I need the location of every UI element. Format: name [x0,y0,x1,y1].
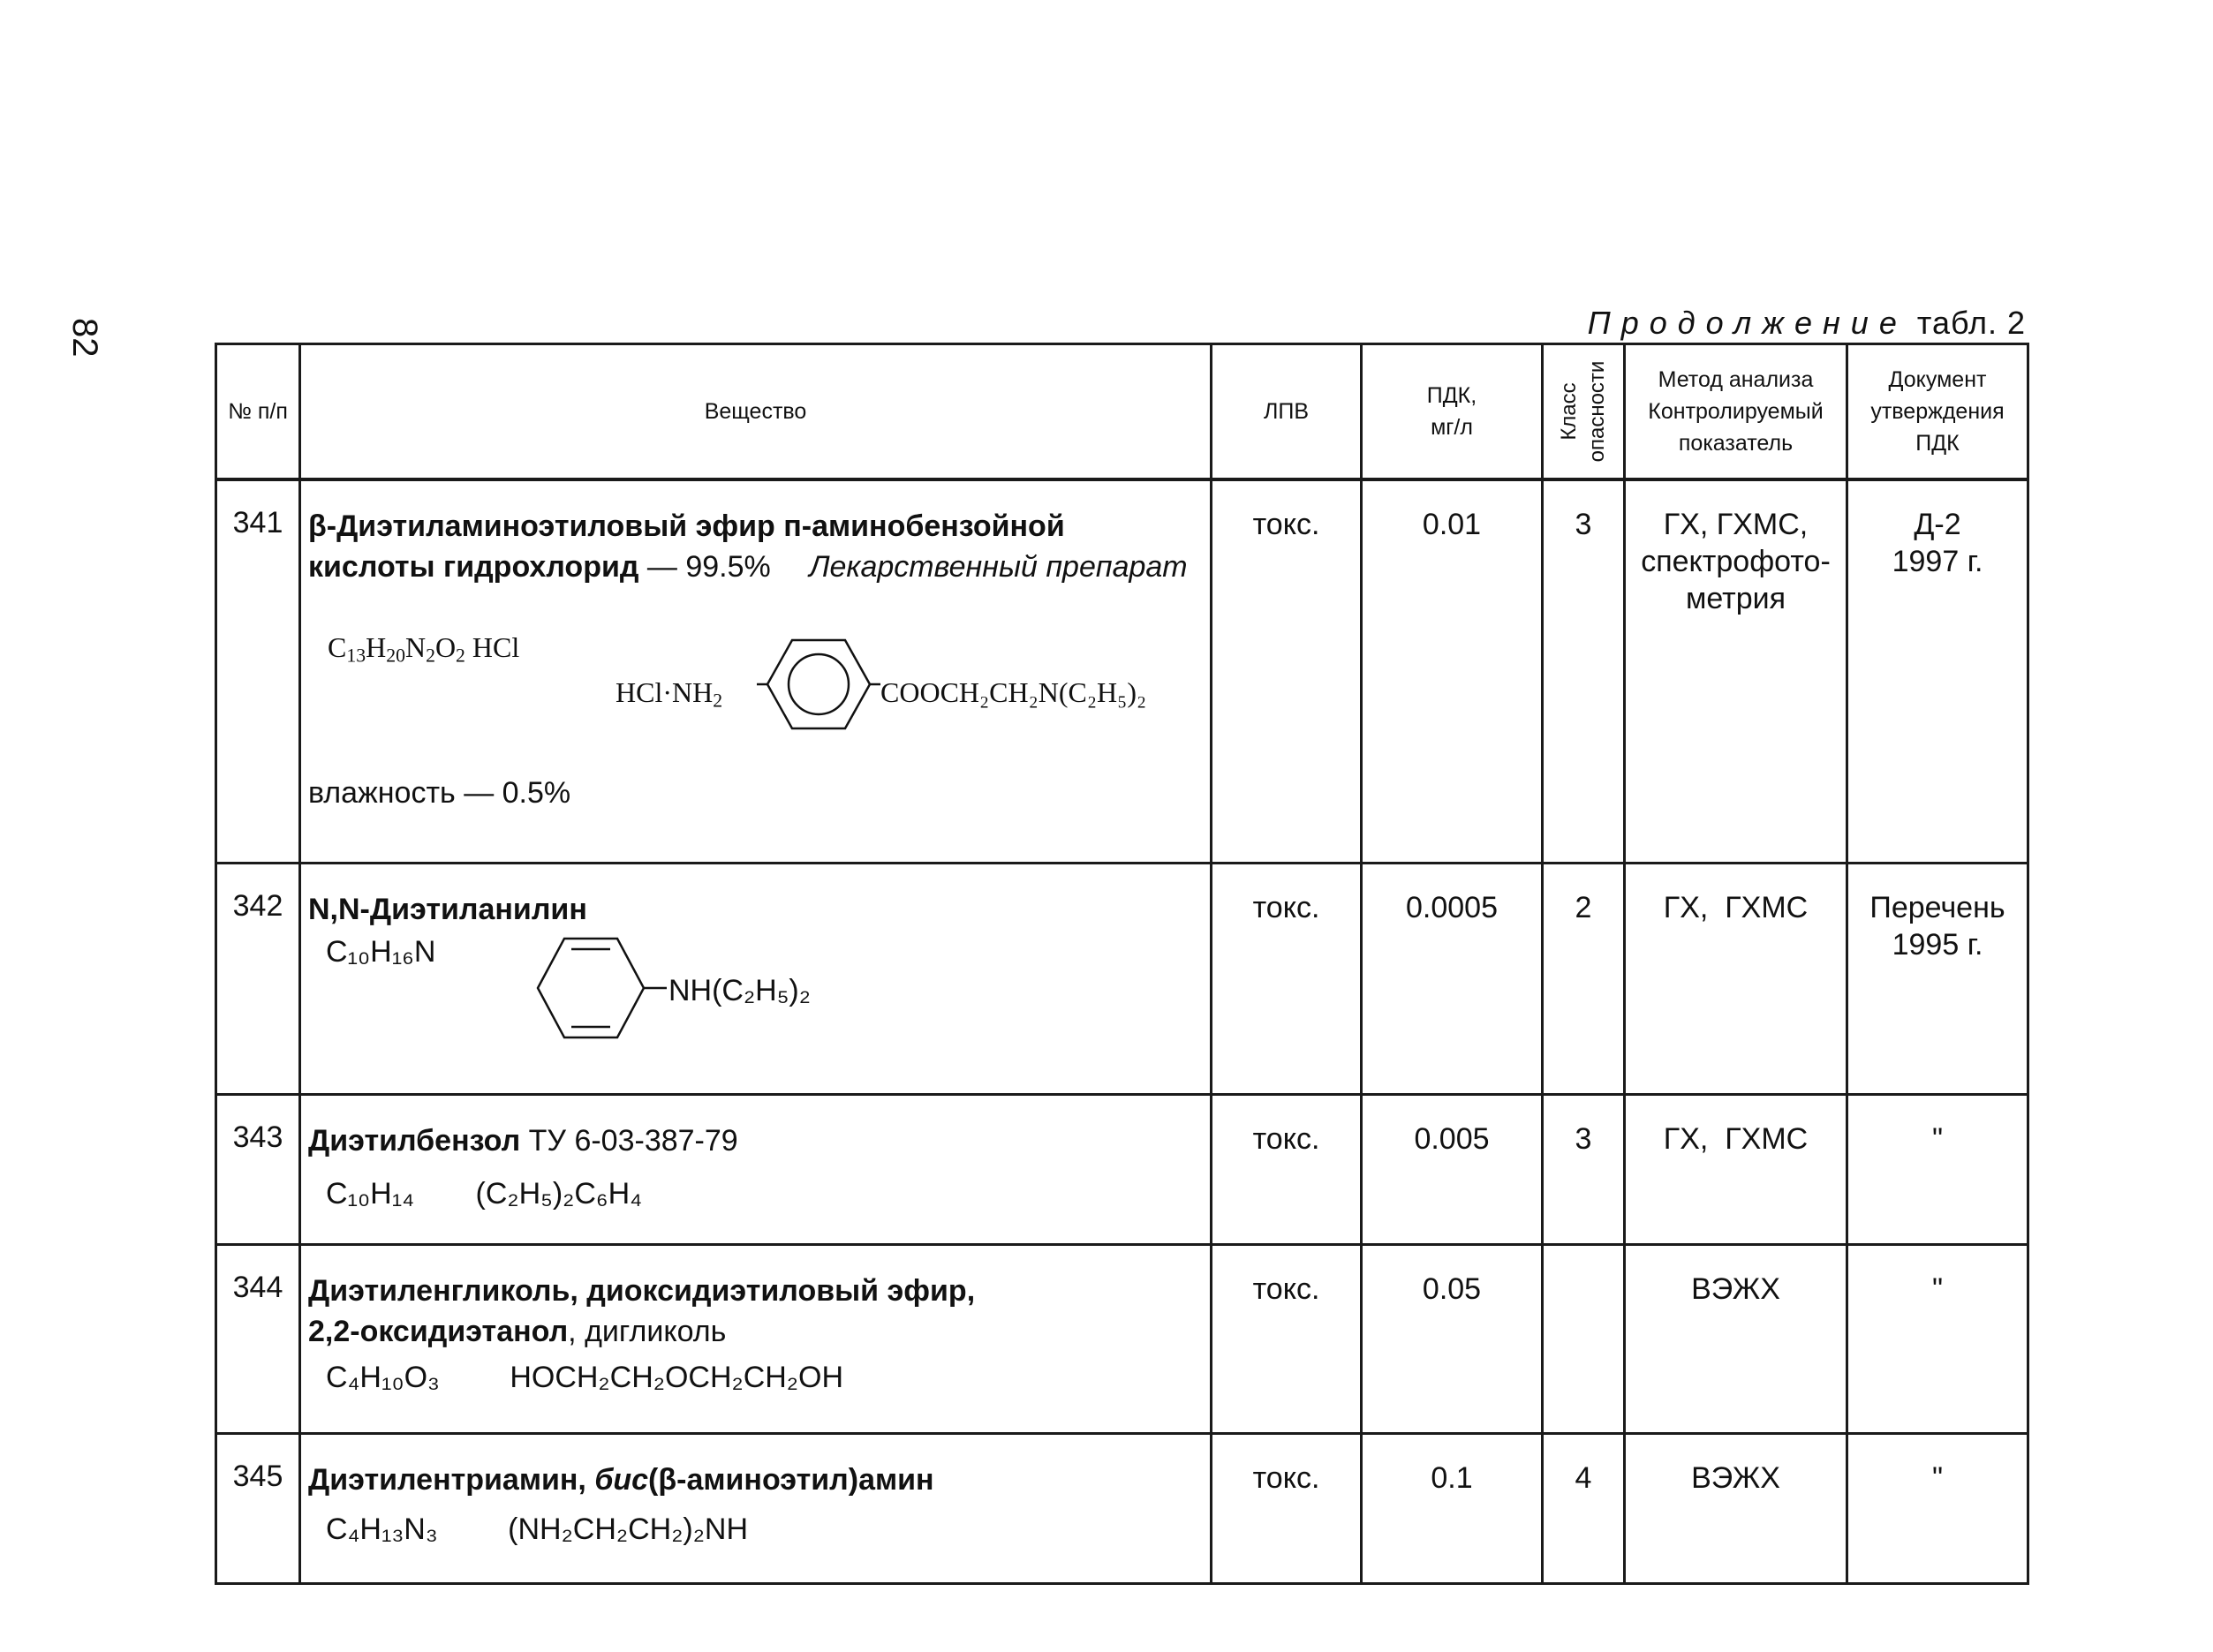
benzene-ring-structure [536,933,667,1043]
header-hazard-line2: опасности [1585,360,1609,463]
substance-cell [300,479,1212,863]
row-number: 343 [216,1094,300,1244]
structure-left-group: $HCl\cdot NH_2$ [616,676,723,712]
molecular-formula: C₄H₁₀O₃ [326,1360,440,1394]
moisture-note: влажность — 0.5% [308,776,571,810]
header-hazard-class [1543,344,1625,480]
page-number: 82 [65,318,104,358]
substance-synonym: 2,2-оксидиэтанол [308,1314,569,1348]
header-hazard-line1: Класс [1557,382,1581,441]
header-doc-line1: Документ [1888,367,1987,392]
molecular-formula: C₁₀H₁₄ [326,1176,415,1211]
header-pdk [1362,344,1543,480]
document-line: 1995 г. [1892,927,1983,962]
hazard-class-cell: 3 [1543,479,1625,863]
table-row [216,1244,2028,1433]
header-row [216,344,2028,480]
header-lpv: ЛПВ [1212,344,1362,480]
table-row [216,1094,2028,1244]
structural-formula: HOCH₂CH₂OCH₂CH₂OH [510,1360,843,1394]
substance-name-continued: кислоты гидрохлорид [308,550,639,584]
header-method-line1: Метод анализа [1658,367,1814,392]
header-num: № п/п [216,344,300,480]
method-cell: ВЭЖХ [1625,1433,1847,1583]
structure-right-group: COOCH₂CH₂N(C₂H₅)₂ [880,676,1147,708]
structural-formula: (NH₂CH₂CH₂)₂NH [508,1512,749,1546]
table-reference: табл. 2 [1916,305,2026,341]
substance-spec: ТУ 6-03-387-79 [520,1123,738,1158]
header-substance: Вещество [300,344,1212,480]
pdk-cell: 0.01 [1362,479,1543,863]
header-doc-line2: утверждения [1870,399,2005,424]
substance-cell [300,1244,1212,1433]
table-continuation-caption [1588,305,2026,342]
hazard-class-cell: 4 [1543,1433,1625,1583]
method-cell: ГХ, ГХМС [1625,1094,1847,1244]
row-number: 341 [216,479,300,863]
row-number: 344 [216,1244,300,1433]
header-method-line2: Контролируемый [1648,399,1824,424]
header-method [1625,344,1847,480]
document-line: 1997 г. [1892,545,1983,578]
method-cell: ГХ, ГХМС [1625,863,1847,1094]
document-cell: " [1847,1094,2028,1244]
header-doc-line3: ПДК [1915,431,1960,456]
method-line: ГХ, ГХМС, [1663,508,1809,541]
header-method-line3: показатель [1678,431,1794,456]
hazard-class-cell: 2 [1543,863,1625,1094]
substance-table [215,343,2029,1585]
benzene-ring-structure [757,631,880,737]
substance-synonym-rest: , дигликоль [568,1314,727,1348]
row-number: 342 [216,863,300,1094]
substance-note: Лекарственный препарат [809,550,1188,584]
document-line: Д-2 [1914,508,1961,541]
method-line: спектрофото- [1641,545,1831,578]
method-cell [1625,479,1847,863]
substance-cell [300,1433,1212,1583]
header-pdk-line1: ПДК, [1426,383,1477,408]
molecular-formula: $C_{13}H_{20}N_2O_2$ HCl [328,631,520,667]
pdk-cell: 0.1 [1362,1433,1543,1583]
substance-name: β-Диэтиламиноэтиловый эфир п-аминобензойной [308,509,1065,543]
molecular-formula: C₄H₁₃N₃ [326,1512,438,1546]
document-cell: " [1847,1244,2028,1433]
pdk-cell: 0.005 [1362,1094,1543,1244]
pdk-cell: 0.0005 [1362,863,1543,1094]
method-cell: ВЭЖХ [1625,1244,1847,1433]
substance-name-continued: (β-аминоэтил)амин [648,1462,934,1497]
lpv-cell: токс. [1212,1244,1362,1433]
document-line: Перечень [1869,890,2005,924]
substance-name: Диэтиленгликоль, диоксидиэтиловый эфир, [308,1273,976,1308]
structural-formula: (C₂H₅)₂C₆H₄ [475,1176,643,1211]
row-number: 345 [216,1433,300,1583]
table-row [216,1433,2028,1583]
substance-name-italic: бис [594,1462,649,1497]
lpv-cell: токс. [1212,1433,1362,1583]
lpv-cell: токс. [1212,1094,1362,1244]
structure-right-group: NH(C₂H₅)₂ [668,973,811,1007]
method-line: метрия [1685,582,1786,615]
substance-name: N,N-Диэтиланилин [308,892,587,926]
table-row [216,863,2028,1094]
hazard-class-cell [1543,1244,1625,1433]
substance-cell [300,1094,1212,1244]
substance-name: Диэтилбензол [308,1123,521,1158]
lpv-cell: токс. [1212,479,1362,863]
molecular-formula: C₁₀H₁₆N [326,934,436,969]
pdk-cell: 0.05 [1362,1244,1543,1433]
document-cell [1847,863,2028,1094]
document-cell: " [1847,1433,2028,1583]
substance-name: Диэтилентриамин, [308,1462,595,1497]
purity: — 99.5% [638,550,771,584]
substance-cell [300,863,1212,1094]
continuation-word: Продолжение [1587,305,1907,341]
document-cell [1847,479,2028,863]
hazard-class-cell: 3 [1543,1094,1625,1244]
lpv-cell: токс. [1212,863,1362,1094]
table-row [216,479,2028,863]
header-pdk-line2: мг/л [1431,415,1473,440]
header-document [1847,344,2028,480]
